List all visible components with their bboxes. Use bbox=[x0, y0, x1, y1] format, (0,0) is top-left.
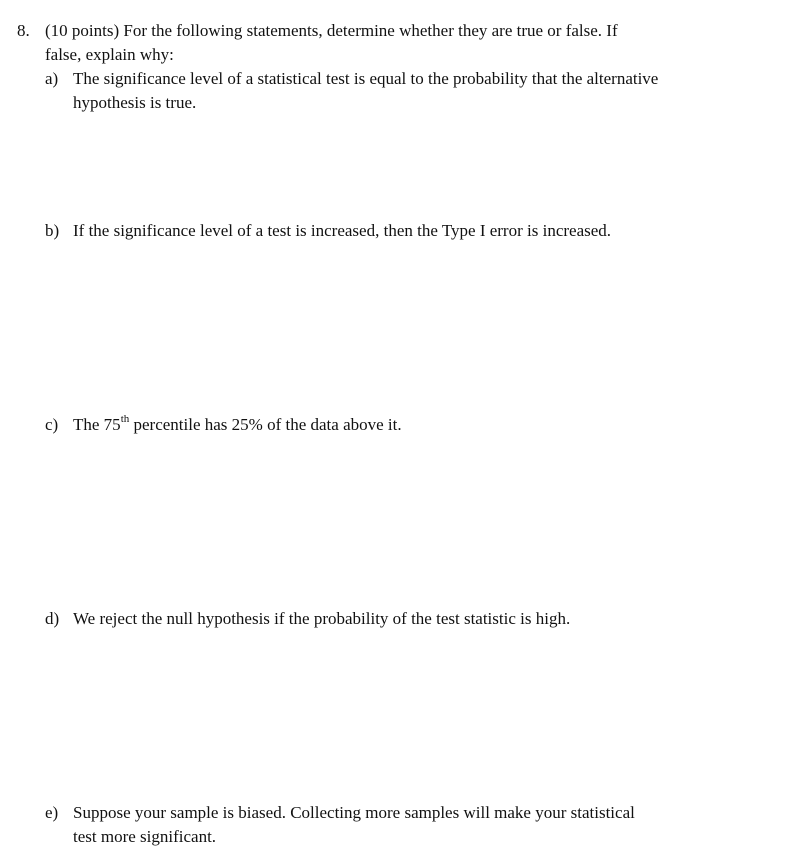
item-e-line-1: Suppose your sample is biased. Collecting more samples will make your statistical bbox=[73, 803, 635, 822]
question-prompt-line-1: (10 points) For the following statements, determine whether they are true or false. If bbox=[45, 21, 618, 40]
item-a-label: a) bbox=[45, 69, 59, 88]
item-e-label: e) bbox=[45, 803, 59, 822]
item-a-line-2: hypothesis is true. bbox=[73, 93, 197, 112]
item-d-line-1: We reject the null hypothesis if the probability of the test statistic is high. bbox=[73, 609, 571, 628]
item-b-line-1: If the significance level of a test is increased, then the Type I error is increased. bbox=[73, 221, 612, 240]
question-prompt-line-2: false, explain why: bbox=[45, 45, 174, 64]
item-c-superscript: th bbox=[120, 413, 130, 426]
item-d-label: d) bbox=[45, 609, 60, 628]
item-b-label: b) bbox=[45, 221, 60, 240]
question-number: 8. bbox=[17, 21, 30, 40]
item-e-line-2: test more significant. bbox=[73, 827, 217, 846]
item-a-line-1: The significance level of a statistical test is equal to the probability that the alternative bbox=[73, 69, 659, 88]
item-c-post: percentile has 25% of the data above it. bbox=[129, 415, 402, 434]
item-c-pre: The 75 bbox=[73, 415, 121, 434]
item-c-statement bbox=[73, 413, 402, 437]
item-c-label: c) bbox=[45, 415, 59, 434]
